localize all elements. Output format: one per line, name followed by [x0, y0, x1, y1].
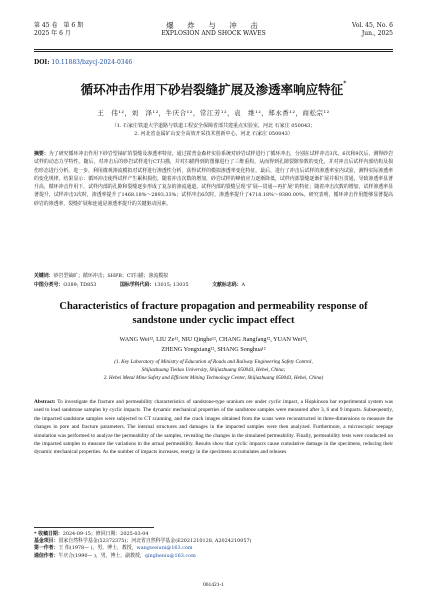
abstract-en-text: To investigate the fracture and permeability characteristics of sandstone-type uranium ore under cyclic impact, a Hopkinson bar experimental system was used to load sandstone samples by cyclic impacts. The dynamic mechanical properties of the sandstone samples were measured after 3, 6 and 9 impacts. Subsequently, the impacted sandstone samples were subjected to CT scanning, and the crack images obtained from the scans were reconstructed in three-dimensions to measure the changes in pore and fracture parameters. The internal structures and damages in the impacted samples were then analyzed. Furthermore, a microscopic seepage simulation was performed to analyze the permeability of the samples, revealing the changes in the simulated permeability. Finally, permeability tests were conducted on the impacted samples to measure the variations in the actual permeability. Results show that cyclic impacts cause cumulative damage in the specimens, reducing their dynamic mechanical properties. As the number of impacts increases, energy in the specimens accumulates and releases	[34, 399, 393, 456]
footnote-first-author	[34, 545, 393, 552]
subject-code-group	[120, 281, 189, 289]
corresponding-text: 牛庆合(1990— )，男，博士，副教授，	[58, 552, 145, 559]
title-en: Characteristics of fracture propagation and permeability response of sandstone under cyclic impact effect	[59, 301, 368, 326]
date-cn: 2025 年 6 月	[34, 30, 71, 37]
doc-code-label: 文献标志码：	[212, 282, 242, 288]
received-label: * 收稿日期：	[34, 531, 63, 537]
authors-cn: 王 伟¹²，刘 泽¹²，牛庆合¹²，常江芳¹²，袁 维¹²，郑永香¹²，商松宗¹²	[97, 109, 330, 117]
received-dates: 2024-09-15；修回日期：2025-03-04	[62, 531, 149, 537]
clc-value: O389; TD853	[63, 282, 97, 288]
header-right	[352, 22, 393, 38]
abstract-cn-label: 摘要：	[34, 151, 49, 157]
authors-en-line-1: WANG Wei¹², LIU Ze¹², NIU Qinghe¹², CHANG Jiangfang¹², YUAN Wei¹²,	[119, 336, 308, 343]
header-center	[34, 22, 393, 38]
doi-link[interactable]: 10.11883/bzycj-2024-0346	[51, 59, 133, 66]
abstract-en	[34, 398, 393, 457]
affiliations-en	[46, 358, 381, 382]
page-number: 061421-1	[202, 582, 225, 588]
clc-label: 中图分类号：	[34, 282, 64, 288]
keywords-cn-label: 关键词：	[34, 273, 54, 279]
abstract-cn	[34, 150, 393, 208]
volume-cn: 第 45 卷 第 6 期	[34, 22, 84, 29]
first-author-label: 第一作者：	[34, 545, 59, 552]
corresponding-label: 通信作者：	[34, 552, 59, 559]
title-cn	[34, 80, 393, 98]
doi-line	[34, 59, 132, 66]
keywords-cn-text: 砂岩型铀矿；循环冲击；SHPB；CT扫描；渗流模拟	[53, 273, 169, 279]
header-rule	[34, 49, 393, 50]
footnote-rule	[34, 527, 154, 528]
corresponding-email-link[interactable]: qingheniu@163.com	[144, 552, 196, 559]
doc-code-value: A	[241, 282, 246, 288]
abstract-en-label: Abstract:	[34, 399, 56, 405]
authors-en	[34, 335, 393, 355]
title-footnote-mark: *	[343, 80, 347, 87]
doc-code-group	[212, 281, 245, 289]
affiliation-cn-2: 2. 河北省金属矿山安全高效开采技术创新中心，河北 石家庄 050043）	[134, 131, 293, 137]
clc-group	[34, 281, 96, 289]
volume-en: Vol. 45, No. 6	[352, 22, 393, 29]
header-rule-thin	[34, 51, 393, 52]
footnote	[34, 531, 393, 560]
fund-label: 基金项目：	[34, 538, 59, 545]
journal-name-en: EXPLOSION AND SHOCK WAVES	[161, 30, 266, 37]
affiliation-en-1b: Shijiazhuang Tiedao University, Shijiazhuang 050043, Hebei, China;	[141, 367, 286, 373]
journal-name-cn: 爆 炸 与 冲 击	[166, 21, 261, 30]
affiliation-en-1: (1. Key Laboratory of Ministry of Education of Roads and Railway Engineering Safety Control,	[114, 359, 313, 365]
doi-label: DOI:	[34, 59, 50, 66]
affiliation-cn-1: （1. 石家庄铁道大学道路与铁道工程安全保障省部共建重点实验室，河北 石家庄 050043；	[111, 123, 316, 129]
authors-en-line-2: ZHENG Yongxiang¹², SHANG Songhua¹²	[161, 346, 266, 353]
first-author-text: 王 伟(1978— )，男，博士，教授，	[58, 545, 137, 552]
subject-code-value: 13015; 13035	[154, 282, 189, 288]
fund-text: 国家自然科学基金(52372375)；河北省自然科学基金(E2021210128, A2024210057)	[58, 538, 252, 545]
date-en: Jun., 2025	[361, 30, 393, 37]
running-header	[34, 22, 393, 48]
classification-line	[34, 281, 393, 289]
title-cn-text: 循环冲击作用下砂岩裂缝扩展及渗透率响应特征	[80, 82, 344, 97]
first-author-email-link[interactable]: wangweiuni@163.com	[136, 545, 193, 552]
subject-code-label: 国标学科代码：	[120, 282, 155, 288]
footnote-corresponding	[34, 553, 393, 560]
abstract-cn-text: 为了研究循环冲击作用下砂岩型铀矿的裂缝及渗透率特征，通过霍普金森杆实验系统对砂岩试样进行了循环冲击，分别在试样冲击3次、6次和9次后，测得砂岩试样的动态力学特性。随后，对冲击后的砂岩试样进行CT扫描，并对扫描得到的图像进行了三维重构，从而得到孔隙裂隙参数的变化，并对冲击后试样内部结构及损伤形态进行分析。进一步，利用微观渗流模拟对试样进行渗透性分析，获得试样的模拟渗透率变化特征。最后，进行了冲击后试样的渗透率室内试验，测得实际渗透率的变化规律。结果显示：循环冲击使得试样产生累积损伤，随着冲击次数的增加，砂岩试样的峰值应力逐渐降低，试样内部裂缝逐渐扩展并相互贯通，导致渗透率显著升高，循环冲击作用下，试样内部的孔隙和裂缝逐步形成了复杂的渗流通道，试样内部的裂缝呈现“扩展—贯通—再扩展”的特征；随着冲击次数的增加，试样渗透率显著提升，试样冲击3次时，渗透率提升了1468.18%～2893.33%；试样冲击6次时，渗透率提升了4718.18%～9380.00%。研究表明，循环冲击作用能够显著提高砂岩的渗透率，裂缝扩展和连通是渗透率提升的关键驱动因素。	[34, 151, 393, 207]
affiliation-en-2: 2. Hebei Metal Mine Safety and Efficient Mining Technology Center, Shijiazhuang 050043, Hebei, China)	[103, 375, 324, 381]
affiliations-cn	[50, 122, 377, 138]
keywords-cn	[34, 272, 393, 280]
